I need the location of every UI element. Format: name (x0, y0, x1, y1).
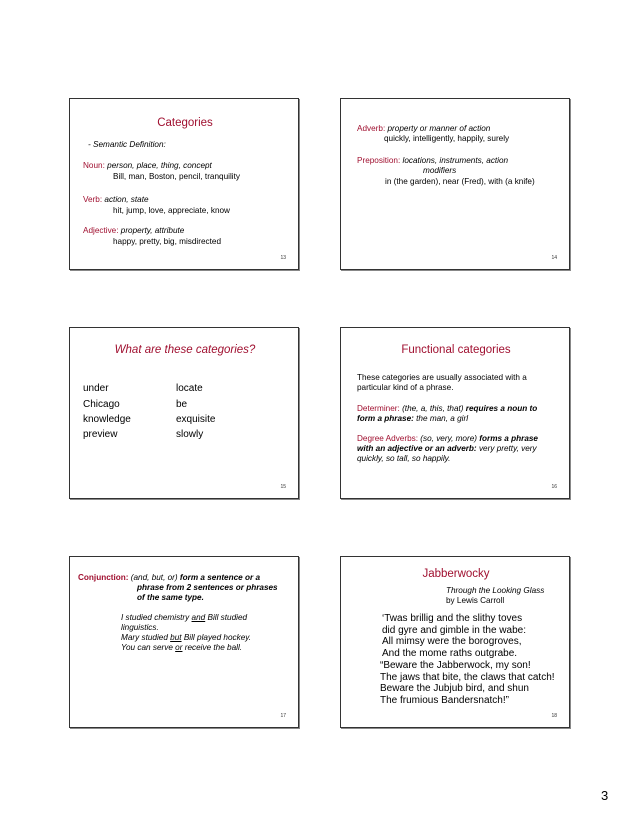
example-1-text: I studied chemistry (121, 613, 192, 622)
verb-examples: hit, jump, love, appreciate, know (113, 206, 230, 215)
word-locate: locate (176, 383, 203, 394)
slide-title: Jabberwocky (422, 568, 490, 580)
adjective-definition: property, attribute (120, 226, 185, 235)
degree-adverbs-line-2 (357, 444, 537, 454)
degree-adverbs-label: Degree Adverbs: (357, 434, 418, 443)
word-exquisite: exquisite (176, 414, 216, 425)
example-1-cont: linguistics. (121, 623, 159, 632)
poem-line: The jaws that bite, the claws that catch! (380, 671, 555, 683)
semantic-definition-heading: - Semantic Definition: (88, 140, 166, 149)
slide-14 (340, 98, 570, 270)
verb-definition: action, state (104, 195, 149, 204)
example-2-text-end: Bill played hockey. (181, 633, 252, 642)
stanza-2 (380, 660, 555, 706)
poem-line: Beware the Jubjub bird, and shun (380, 683, 529, 694)
adverb-label: Adverb: (357, 124, 386, 133)
conjunction-line (78, 573, 260, 583)
slide-number: 17 (280, 713, 286, 719)
degree-adverbs-line (357, 434, 538, 444)
intro-line-1: These categories are usually associated with a (357, 373, 527, 382)
preposition-examples: in (the garden), near (Fred), with (a knife) (385, 177, 535, 186)
word-chicago: Chicago (83, 399, 120, 410)
poem-line: ‘Twas brillig and the slithy toves (382, 613, 523, 624)
noun-line (83, 161, 212, 171)
example-1 (121, 613, 247, 623)
word-slowly: slowly (176, 429, 204, 440)
example-2-conjunction: but (170, 633, 182, 642)
word-knowledge: knowledge (83, 414, 131, 425)
adverb-definition: property or manner of action (387, 124, 491, 133)
slide-number: 13 (280, 255, 286, 261)
slide-number: 14 (551, 255, 557, 261)
conjunction-list: (and, but, or) (130, 573, 178, 582)
determiner-label: Determiner: (357, 404, 400, 413)
word-preview: preview (83, 429, 118, 440)
poem-line: All mimsy were the borogroves, (382, 636, 522, 647)
example-3-conjunction: or (175, 643, 183, 652)
slide-number: 15 (280, 484, 286, 490)
poem-line: “Beware the Jabberwock, my son! (380, 660, 531, 671)
conjunction-description: form a sentence or a (179, 573, 261, 582)
example-1-conjunction: and (191, 613, 206, 622)
noun-label: Noun: (83, 161, 105, 170)
preposition-definition: locations, instruments, action (402, 156, 509, 165)
slide-number: 18 (551, 713, 557, 719)
page-number: 3 (601, 788, 609, 803)
noun-definition: person, place, thing, concept (107, 161, 212, 170)
conjunction-description-3: of the same type. (137, 593, 204, 602)
slide-13 (69, 98, 299, 270)
determiner-requirement-cont: form a phrase: (357, 414, 414, 423)
slide-number: 16 (551, 484, 557, 490)
stanza-1 (382, 613, 526, 659)
poem-line: The frumious Bandersnatch!” (380, 694, 509, 706)
word-be: be (176, 399, 188, 410)
adjective-examples: happy, pretty, big, misdirected (113, 237, 222, 246)
degree-adverbs-list: (so, very, more) (420, 434, 477, 443)
example-3-text: You can serve (121, 643, 176, 652)
intro-line-2: particular kind of a phrase. (357, 383, 454, 392)
determiner-examples: the man, a girl (416, 414, 469, 423)
poem-author: by Lewis Carroll (446, 596, 505, 605)
determiner-line-2 (357, 414, 468, 424)
preposition-line (357, 156, 508, 166)
adjective-label: Adjective: (83, 226, 119, 235)
word-under: under (83, 383, 109, 394)
adverb-examples: quickly, intelligently, happily, surely (384, 134, 510, 143)
determiner-list: (the, a, this, that) (402, 404, 464, 413)
slide-15 (69, 327, 299, 499)
degree-adverbs-examples-cont: quickly, so tall, so happily. (357, 454, 451, 463)
verb-line (83, 195, 149, 205)
adverb-line (357, 124, 490, 134)
determiner-requirement: requires a noun to (465, 404, 538, 413)
example-2-text: Mary studied (121, 633, 171, 642)
example-1-text-end: Bill studied (205, 613, 248, 622)
degree-adverbs-examples: very pretty, very (478, 444, 537, 453)
adjective-line (83, 226, 184, 236)
conjunction-description-2: phrase from 2 sentences or phrases (137, 583, 278, 592)
preposition-label: Preposition: (357, 156, 401, 165)
conjunction-label: Conjunction: (78, 573, 129, 582)
determiner-line (357, 404, 537, 414)
preposition-definition-cont: modifiers (423, 166, 457, 175)
slide-title: What are these categories? (114, 344, 256, 356)
verb-label: Verb: (83, 195, 103, 204)
slide-title: Functional categories (401, 344, 511, 356)
degree-adverbs-requirement: forms a phrase (479, 434, 538, 443)
poem-line: And the mome raths outgrabe. (382, 647, 518, 659)
slide-18 (340, 556, 570, 728)
noun-examples: Bill, man, Boston, pencil, tranquility (113, 172, 240, 181)
slide-title: Categories (157, 117, 213, 129)
poem-line: did gyre and gimble in the wabe: (382, 624, 526, 636)
example-3-text-end: receive the ball. (182, 643, 243, 652)
slide-17 (69, 556, 299, 728)
slide-16 (340, 327, 570, 499)
example-3 (121, 643, 242, 653)
example-2 (121, 633, 251, 643)
poem-source: Through the Looking Glass (446, 586, 545, 595)
degree-adverbs-requirement-cont: with an adjective or an adverb: (357, 444, 477, 453)
